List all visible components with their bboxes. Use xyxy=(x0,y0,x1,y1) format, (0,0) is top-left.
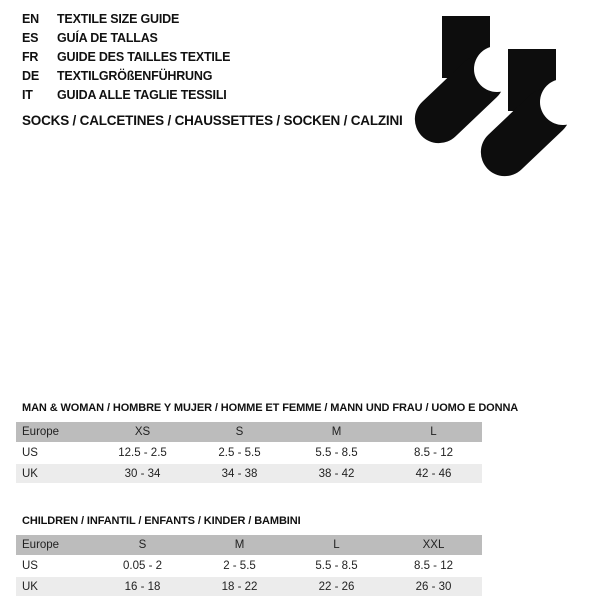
column-header: M xyxy=(234,539,245,551)
table-title: CHILDREN / INFANTIL / ENFANTS / KINDER / BAMBINI xyxy=(22,515,301,527)
language-code: IT xyxy=(22,88,33,102)
row-label: UK xyxy=(22,580,38,593)
size-cell: 42 - 46 xyxy=(415,467,452,480)
column-header: XS xyxy=(134,426,151,438)
size-cell: 2 - 5.5 xyxy=(223,560,256,572)
size-cell: 18 - 22 xyxy=(221,580,258,593)
language-row xyxy=(22,48,230,67)
column-header: L xyxy=(430,426,437,438)
column-header: L xyxy=(333,539,340,551)
language-label: TEXTILGRÖßENFÜHRUNG xyxy=(57,69,213,83)
size-cell: 2.5 - 5.5 xyxy=(218,447,261,459)
column-header: S xyxy=(138,539,147,551)
table-header-row xyxy=(16,422,482,442)
column-header: S xyxy=(235,426,244,438)
table-row xyxy=(16,577,482,596)
table-title: MAN & WOMAN / HOMBRE Y MUJER / HOMME ET FEMME / MANN UND FRAU / UOMO E DONNA xyxy=(22,402,519,414)
table xyxy=(16,535,482,596)
language-row xyxy=(22,29,230,48)
language-label: GUÍA DE TALLAS xyxy=(57,31,158,45)
size-cell: 30 - 34 xyxy=(124,467,161,480)
table xyxy=(16,422,482,483)
row-label: US xyxy=(22,447,38,459)
language-code: EN xyxy=(22,12,39,26)
language-code: ES xyxy=(22,31,39,45)
language-code: DE xyxy=(22,69,39,83)
language-list xyxy=(22,10,230,105)
language-label: GUIDE DES TAILLES TEXTILE xyxy=(57,50,231,64)
socks-icon xyxy=(414,16,600,178)
language-row xyxy=(22,10,230,29)
column-header: M xyxy=(331,426,342,438)
size-cell: 8.5 - 12 xyxy=(414,447,453,459)
language-label: GUIDA ALLE TAGLIE TESSILI xyxy=(57,88,227,102)
column-header: XXL xyxy=(422,539,445,551)
language-row xyxy=(22,86,230,105)
size-cell: 8.5 - 12 xyxy=(414,560,453,572)
table-row xyxy=(16,464,482,483)
size-table-adult xyxy=(16,402,519,484)
column-header: Europe xyxy=(22,426,60,438)
category-line: SOCKS / CALCETINES / CHAUSSETTES / SOCKEN / CALZINI xyxy=(22,113,403,128)
row-label: UK xyxy=(22,467,38,480)
size-cell: 16 - 18 xyxy=(124,580,161,593)
language-code: FR xyxy=(22,50,39,64)
size-cell: 34 - 38 xyxy=(221,467,258,480)
size-cell: 22 - 26 xyxy=(318,580,355,593)
table-row xyxy=(16,556,482,576)
table-row xyxy=(16,443,482,463)
row-label: US xyxy=(22,560,38,572)
language-row xyxy=(22,67,230,86)
size-cell: 38 - 42 xyxy=(318,467,355,480)
size-table-children xyxy=(16,515,482,597)
column-header: Europe xyxy=(22,539,60,551)
size-cell: 12.5 - 2.5 xyxy=(118,447,167,459)
size-cell: 5.5 - 8.5 xyxy=(315,560,358,572)
size-cell: 26 - 30 xyxy=(415,580,452,593)
size-cell: 5.5 - 8.5 xyxy=(315,447,358,459)
size-cell: 0.05 - 2 xyxy=(123,560,162,572)
language-label: TEXTILE SIZE GUIDE xyxy=(57,12,180,26)
table-header-row xyxy=(16,535,482,555)
